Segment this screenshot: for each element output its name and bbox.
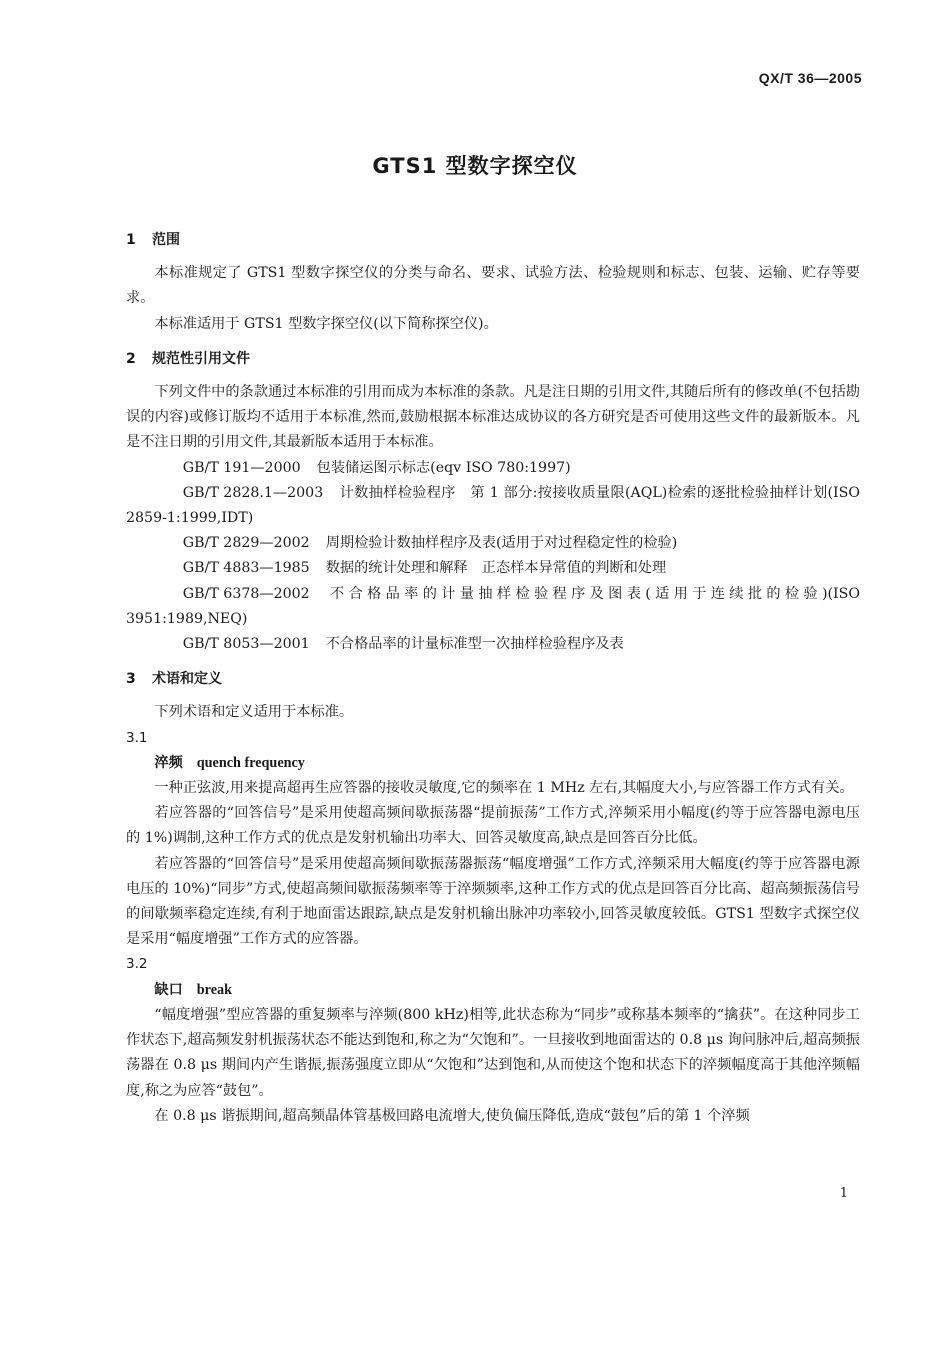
reference-item xyxy=(126,481,860,531)
paragraph: 若应答器的“回答信号”是采用使超高频间歇振荡器“提前振荡”工作方式,淬频采用小幅度(约等于应答器电源电压的 1%)调制,这种工作方式的优点是发射机输出功率大、回答灵敏度高,缺点是回答百分比低。 xyxy=(126,805,860,847)
paragraph: “幅度增强”型应答器的重复频率与淬频(800 kHz)相等,此状态称为“同步”或称基本频率的“擒获”。在这种同步工作状态下,超高频发射机振荡状态不能达到饱和,称之为“欠饱和”。一旦接收到地面雷达的 0.8 μs 询问脉冲后,超高频振荡器在 0.8 μs 期间内产生谐振,振荡强度立即从“欠饱和”达到饱和,从而使这个饱和状态下的淬频幅度高于其他淬频幅度,称之为应答“鼓包”。 xyxy=(126,1006,860,1099)
paragraph: 下列术语和定义适用于本标准。 xyxy=(154,704,354,721)
reference-name: 周期检验计数抽样程序及表(适用于对过程稳定性的检验) xyxy=(325,535,678,552)
paragraph: 本标准适用于 GTS1 型数字探空仪(以下简称探空仪)。 xyxy=(154,315,498,332)
reference-item xyxy=(126,632,860,657)
reference-code: GB/T 4883—1985 xyxy=(182,560,310,577)
document-body xyxy=(126,226,860,1129)
document-title: GTS1 型数字探空仪 xyxy=(372,154,578,178)
section-number: 3 xyxy=(126,671,136,688)
reference-code: GB/T 6378—2002 xyxy=(182,585,310,602)
reference-name: 计数抽样检验程序 第 1 部分:按接收质量限(AQL)检索的逐批检验抽样计划(ISO 2859-1:1999,IDT) xyxy=(126,484,860,527)
reference-name: 包装储运图示标志(eqv ISO 780:1997) xyxy=(316,459,571,476)
page-number: 1 xyxy=(839,1186,848,1201)
reference-code: GB/T 2829—2002 xyxy=(182,535,310,552)
paragraph: 一种正弦波,用来提高超再生应答器的接收灵敏度,它的频率在 1 MHz 左右,其幅度大小,与应答器工作方式有关。 xyxy=(154,780,854,797)
reference-code: GB/T 2828.1—2003 xyxy=(182,484,324,501)
reference-code: GB/T 191—2000 xyxy=(182,459,301,476)
reference-name: 数据的统计处理和解释 正态样本异常值的判断和处理 xyxy=(325,560,667,577)
paragraph: 本标准规定了 GTS1 型数字探空仪的分类与命名、要求、试验方法、检验规则和标志、包装、运输、贮存等要求。 xyxy=(126,265,860,307)
reference-item xyxy=(126,531,860,556)
paragraph: 在 0.8 μs 谐振期间,超高频晶体管基极回路电流增大,使负偏压降低,造成“鼓包”后的第 1 个淬频 xyxy=(154,1107,750,1124)
section-number: 1 xyxy=(126,232,136,248)
term-number: 3.1 xyxy=(126,729,148,746)
paragraph: 若应答器的“回答信号”是采用使超高频间歇振荡器振荡“幅度增强”工作方式,淬频采用大幅度(约等于应答器电源电压的 10%)“同步”方式,使超高频间歇振荡频率等于淬频频率,这种工作方式的优点是回答百分比高、超高频振荡信号的间歇频率稳定连续,有利于地面雷达跟踪,缺点是发射机输出脉冲功率较小,回答灵敏度较低。GTS1 型数字式探空仪是采用“幅度增强”工作方式的应答器。 xyxy=(126,855,860,948)
term-entry xyxy=(126,978,860,1003)
reference-item xyxy=(126,556,860,581)
term-chinese: 缺口 xyxy=(154,981,183,998)
reference-name: 不合格品率的计量抽样检验程序及图表(适用于连续批的检验)(ISO 3951:1989,NEQ) xyxy=(126,585,860,627)
term-chinese: 淬频 xyxy=(154,754,183,771)
reference-code: GB/T 8053—2001 xyxy=(182,636,310,653)
term-english: quench frequency xyxy=(196,754,305,771)
paragraph: 下列文件中的条款通过本标准的引用而成为本标准的条款。凡是注日期的引用文件,其随后所有的修改单(不包括勘误的内容)或修订版均不适用于本标准,然而,鼓励根据本标准达成协议的各方研究是否可使用这些文件的最新版本。凡是不注日期的引用文件,其最新版本适用于本标准。 xyxy=(126,384,860,451)
section-number: 2 xyxy=(126,350,136,367)
section-title: 术语和定义 xyxy=(152,671,222,688)
reference-item xyxy=(126,582,860,632)
term-english: break xyxy=(196,981,232,998)
section-title: 范围 xyxy=(152,232,180,248)
standard-number: QX/T 36—2005 xyxy=(758,70,862,86)
reference-item xyxy=(126,456,860,481)
section-title: 规范性引用文件 xyxy=(152,350,250,367)
section-heading xyxy=(126,347,860,372)
reference-name: 不合格品率的计量标准型一次抽样检验程序及表 xyxy=(325,636,624,653)
term-number: 3.2 xyxy=(126,956,148,973)
section-heading xyxy=(126,667,860,692)
section-heading xyxy=(126,228,860,253)
term-entry xyxy=(126,751,860,776)
